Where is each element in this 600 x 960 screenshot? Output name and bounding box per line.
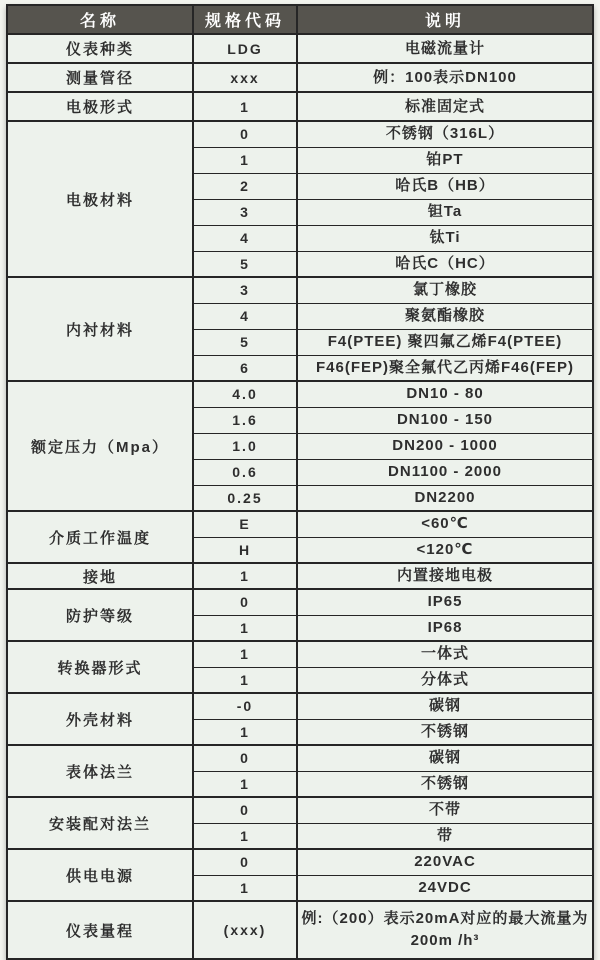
description-cell: 例:（200）表示20mA对应的最大流量为200m /h³ xyxy=(297,901,593,959)
spec-row xyxy=(7,511,593,537)
column-header-name: 名称 xyxy=(7,5,193,34)
code-cell: 4 xyxy=(193,303,297,329)
code-cell: 2 xyxy=(193,173,297,199)
description-cell: 标准固定式 xyxy=(297,92,593,121)
code-cell: 1 xyxy=(193,147,297,173)
spec-row xyxy=(7,849,593,875)
description-cell: 钛Ti xyxy=(297,225,593,251)
code-cell: 1 xyxy=(193,719,297,745)
code-cell: 0 xyxy=(193,589,297,615)
code-cell: LDG xyxy=(193,34,297,63)
description-cell: DN100 - 150 xyxy=(297,407,593,433)
spec-row xyxy=(7,693,593,719)
table-body xyxy=(7,34,593,959)
code-cell: 1.0 xyxy=(193,433,297,459)
code-cell: 0.6 xyxy=(193,459,297,485)
description-cell: 不锈钢 xyxy=(297,771,593,797)
description-cell: 分体式 xyxy=(297,667,593,693)
spec-row xyxy=(7,641,593,667)
category-cell: 供电电源 xyxy=(7,849,193,901)
spec-row xyxy=(7,589,593,615)
code-cell: (xxx) xyxy=(193,901,297,959)
description-cell: 内置接地电极 xyxy=(297,563,593,589)
code-cell: -0 xyxy=(193,693,297,719)
code-cell: 1 xyxy=(193,875,297,901)
category-cell: 测量管径 xyxy=(7,63,193,92)
code-cell: 1 xyxy=(193,615,297,641)
category-cell: 转换器形式 xyxy=(7,641,193,693)
table-header xyxy=(7,5,593,34)
spec-row xyxy=(7,92,593,121)
code-cell: E xyxy=(193,511,297,537)
category-cell: 表体法兰 xyxy=(7,745,193,797)
description-cell: F4(PTEE) 聚四氟乙烯F4(PTEE) xyxy=(297,329,593,355)
description-cell: 碳钢 xyxy=(297,693,593,719)
code-cell: 4.0 xyxy=(193,381,297,407)
code-cell: 3 xyxy=(193,277,297,303)
code-cell: 1 xyxy=(193,823,297,849)
description-cell: DN200 - 1000 xyxy=(297,433,593,459)
code-cell: 0 xyxy=(193,849,297,875)
description-cell: IP65 xyxy=(297,589,593,615)
description-cell: 不锈钢 xyxy=(297,719,593,745)
code-cell: 6 xyxy=(193,355,297,381)
description-cell: 不锈钢（316L） xyxy=(297,121,593,147)
code-cell: 0 xyxy=(193,797,297,823)
spec-row xyxy=(7,63,593,92)
category-cell: 电极形式 xyxy=(7,92,193,121)
category-cell: 内衬材料 xyxy=(7,277,193,381)
description-cell: 哈氏B（HB） xyxy=(297,173,593,199)
code-cell: 1 xyxy=(193,563,297,589)
header-row xyxy=(7,5,593,34)
description-cell: 带 xyxy=(297,823,593,849)
code-cell: 1 xyxy=(193,667,297,693)
spec-row xyxy=(7,745,593,771)
description-cell: <120℃ xyxy=(297,537,593,563)
code-cell: 1 xyxy=(193,92,297,121)
description-cell: DN2200 xyxy=(297,485,593,511)
spec-row xyxy=(7,34,593,63)
code-cell: 0.25 xyxy=(193,485,297,511)
description-cell: IP68 xyxy=(297,615,593,641)
spec-row xyxy=(7,277,593,303)
description-cell: 不带 xyxy=(297,797,593,823)
description-cell: 聚氨酯橡胶 xyxy=(297,303,593,329)
description-cell: 电磁流量计 xyxy=(297,34,593,63)
column-header-description: 说明 xyxy=(297,5,593,34)
description-cell: <60℃ xyxy=(297,511,593,537)
spec-row xyxy=(7,797,593,823)
code-cell: 1 xyxy=(193,771,297,797)
category-cell: 安装配对法兰 xyxy=(7,797,193,849)
category-cell: 外壳材料 xyxy=(7,693,193,745)
description-cell: 钽Ta xyxy=(297,199,593,225)
category-cell: 防护等级 xyxy=(7,589,193,641)
code-cell: 3 xyxy=(193,199,297,225)
description-cell: 哈氏C（HC） xyxy=(297,251,593,277)
code-cell: 0 xyxy=(193,745,297,771)
description-cell: 220VAC xyxy=(297,849,593,875)
code-cell: 4 xyxy=(193,225,297,251)
description-cell: DN1100 - 2000 xyxy=(297,459,593,485)
description-cell: F46(FEP)聚全氟代乙丙烯F46(FEP) xyxy=(297,355,593,381)
description-cell: 一体式 xyxy=(297,641,593,667)
category-cell: 仪表种类 xyxy=(7,34,193,63)
category-cell: 电极材料 xyxy=(7,121,193,277)
column-header-code: 规格代码 xyxy=(193,5,297,34)
spec-row xyxy=(7,121,593,147)
category-cell: 介质工作温度 xyxy=(7,511,193,563)
description-cell: 氯丁橡胶 xyxy=(297,277,593,303)
description-cell: 铂PT xyxy=(297,147,593,173)
code-cell: xxx xyxy=(193,63,297,92)
category-cell: 接地 xyxy=(7,563,193,589)
code-cell: 1 xyxy=(193,641,297,667)
description-cell: 例：100表示DN100 xyxy=(297,63,593,92)
category-cell: 仪表量程 xyxy=(7,901,193,959)
flowmeter-spec-table xyxy=(6,4,594,960)
description-cell: DN10 - 80 xyxy=(297,381,593,407)
code-cell: 5 xyxy=(193,251,297,277)
spec-row xyxy=(7,381,593,407)
spec-row xyxy=(7,901,593,959)
category-cell: 额定压力（Mpa） xyxy=(7,381,193,511)
spec-row xyxy=(7,563,593,589)
code-cell: 1.6 xyxy=(193,407,297,433)
code-cell: 0 xyxy=(193,121,297,147)
code-cell: 5 xyxy=(193,329,297,355)
code-cell: H xyxy=(193,537,297,563)
description-cell: 24VDC xyxy=(297,875,593,901)
spec-table-container xyxy=(6,4,594,960)
description-cell: 碳钢 xyxy=(297,745,593,771)
